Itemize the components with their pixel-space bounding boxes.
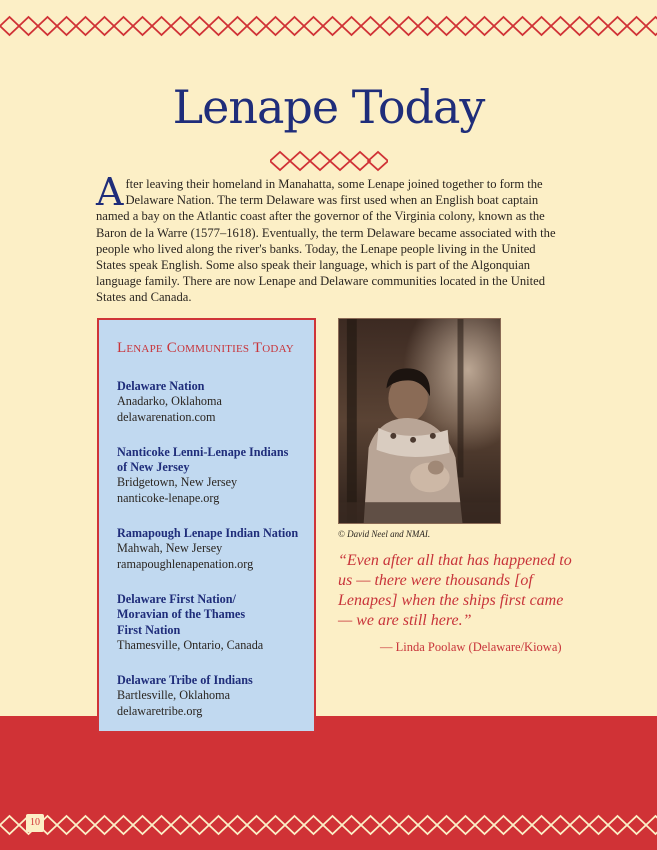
border-diamond: [494, 816, 513, 834]
photo-credit: © David Neel and NMAI.: [338, 529, 431, 539]
border-diamond: [532, 17, 551, 35]
border-diamond: [19, 17, 38, 35]
border-diamond: [152, 816, 171, 834]
border-diamond: [475, 17, 494, 35]
border-diamond: [304, 816, 323, 834]
border-diamond: [76, 17, 95, 35]
border-diamond: [133, 17, 152, 35]
border-diamond: [342, 17, 361, 35]
community-website: delawaretribe.org: [117, 703, 203, 718]
border-diamond: [0, 816, 19, 834]
border-diamond: [532, 816, 551, 834]
border-diamond: [228, 17, 247, 35]
border-diamond: [228, 816, 247, 834]
drop-cap: A: [96, 170, 124, 214]
communities-sidebar: [97, 318, 316, 733]
border-diamond: [551, 816, 570, 834]
title-diamond-ornament: [270, 150, 388, 172]
border-diamond: [247, 17, 266, 35]
top-diamond-border: [0, 14, 657, 38]
border-diamond: [76, 816, 95, 834]
border-diamond: [513, 17, 532, 35]
border-diamond: [608, 17, 627, 35]
border-diamond: [608, 816, 627, 834]
portrait-photo: [338, 318, 501, 524]
border-diamond: [589, 816, 608, 834]
border-diamond: [494, 17, 513, 35]
community-location: Anadarko, Oklahoma: [117, 394, 222, 409]
community-name: Ramapough Lenape Indian Nation: [117, 526, 299, 541]
border-diamond: [418, 816, 437, 834]
border-diamond: [190, 816, 209, 834]
community-website: nanticoke-lenape.org: [117, 490, 220, 505]
border-diamond: [513, 816, 532, 834]
border-diamond: [437, 17, 456, 35]
border-diamond: [152, 17, 171, 35]
community-name: First Nation: [117, 622, 181, 637]
border-diamond: [380, 816, 399, 834]
community-name: Moravian of the Thames: [117, 607, 246, 622]
communities-heading: Lenape Communities Today: [117, 340, 294, 356]
community-location: Thamesville, Ontario, Canada: [117, 637, 264, 652]
border-diamond: [399, 816, 418, 834]
border-diamond: [627, 816, 646, 834]
border-diamond: [114, 816, 133, 834]
border-diamond: [285, 816, 304, 834]
border-diamond: [171, 816, 190, 834]
border-diamond: [209, 816, 228, 834]
border-diamond: [551, 17, 570, 35]
community-entry: [117, 526, 314, 572]
community-entry: [117, 592, 314, 653]
border-diamond: [190, 17, 209, 35]
border-diamond: [285, 17, 304, 35]
border-diamond: [646, 17, 657, 35]
border-diamond: [475, 816, 494, 834]
community-website: delawarenation.com: [117, 409, 216, 424]
page-number: 10: [26, 814, 44, 832]
border-diamond: [570, 17, 589, 35]
border-diamond: [418, 17, 437, 35]
border-diamond: [361, 816, 380, 834]
border-diamond: [304, 17, 323, 35]
community-location: Mahwah, New Jersey: [117, 541, 223, 556]
border-diamond: [323, 816, 342, 834]
border-diamond: [38, 17, 57, 35]
border-diamond: [627, 17, 646, 35]
community-name: Nanticoke Lenni-Lenape Indians: [117, 444, 289, 459]
border-diamond: [570, 816, 589, 834]
page-title: Lenape Today: [172, 80, 485, 134]
community-entry: [117, 445, 314, 506]
community-entry: [117, 673, 314, 719]
border-diamond: [114, 17, 133, 35]
border-diamond: [399, 17, 418, 35]
border-diamond: [209, 17, 228, 35]
community-location: Bridgetown, New Jersey: [117, 475, 238, 490]
border-diamond: [380, 17, 399, 35]
border-diamond: [133, 816, 152, 834]
community-name: of New Jersey: [117, 460, 190, 475]
community-name: Delaware First Nation/: [117, 591, 236, 606]
border-diamond: [171, 17, 190, 35]
border-diamond: [95, 816, 114, 834]
community-name: Delaware Nation: [117, 379, 205, 393]
bottom-diamond-border: [0, 813, 657, 837]
border-diamond: [342, 816, 361, 834]
border-diamond: [361, 17, 380, 35]
border-diamond: [437, 816, 456, 834]
border-diamond: [57, 17, 76, 35]
border-diamond: [646, 816, 657, 834]
border-diamond: [323, 17, 342, 35]
border-diamond: [456, 17, 475, 35]
border-diamond: [247, 816, 266, 834]
intro-text: fter leaving their homeland in Manahatta, some Lenape joined together to form the Delaware Nation. The term Delaware was first used when an English boat captain named a bay on the Atlantic coast after the governor of the Virginia colony, known as the Baron de la Warre (1577–1618). Eventually, the term Delaware became associated with the people who lived along the river's banks. Today, the Lenape people living in the United States speak English. Some also speak their language, which is part of the Algonquian language family. There are now Lenape and Delaware communities located in the United States and Canada.: [96, 177, 556, 305]
border-diamond: [266, 17, 285, 35]
border-diamond: [266, 816, 285, 834]
quote-attribution: — Linda Poolaw (Delaware/Kiowa): [380, 640, 562, 654]
border-diamond: [456, 816, 475, 834]
community-location: Bartlesville, Oklahoma: [117, 688, 231, 703]
quote-text: “Even after all that has happened to us — there were thousands [of Lenapes] when the ships first came — we are still here.”: [338, 552, 572, 629]
community-name: Delaware Tribe of Indians: [117, 673, 253, 688]
intro-paragraph: [96, 170, 566, 306]
community-website: ramapoughlenapenation.org: [117, 556, 254, 571]
border-diamond: [57, 816, 76, 834]
border-diamond: [589, 17, 608, 35]
border-diamond: [0, 17, 19, 35]
border-diamond: [95, 17, 114, 35]
community-entry: [117, 379, 314, 425]
